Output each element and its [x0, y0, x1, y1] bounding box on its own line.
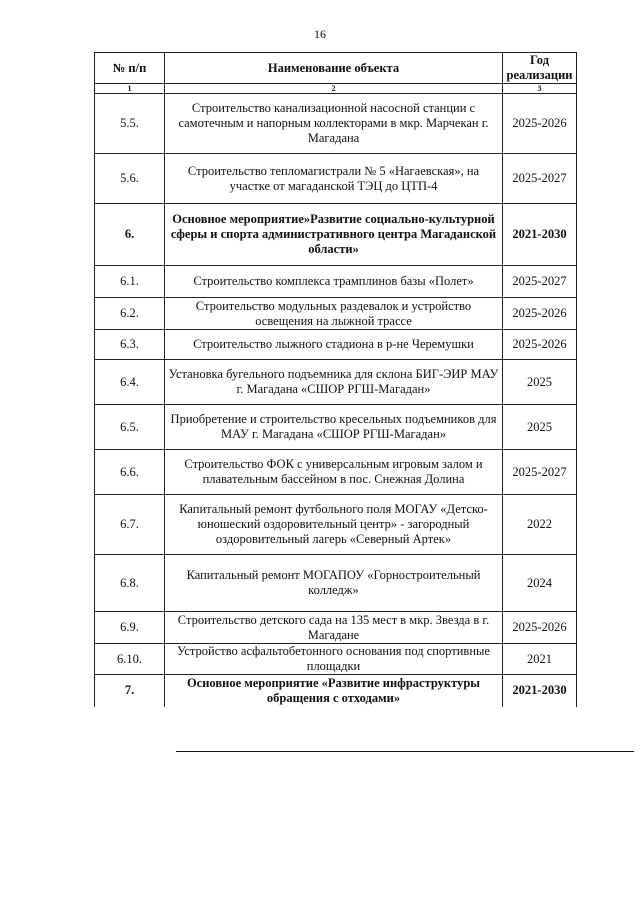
row-year: 2025: [503, 405, 577, 450]
row-num: 5.6.: [95, 154, 165, 204]
row-name: Установка бугельного подъемника для склона БИГ-ЭИР МАУ г. Магадана «СШОР РГШ-Магадан»: [165, 360, 503, 405]
row-name: Строительство детского сада на 135 мест в мкр. Звезда в г. Магадане: [165, 612, 503, 644]
table-row: [95, 405, 577, 450]
row-num: 6.: [95, 204, 165, 266]
row-num: 6.10.: [95, 644, 165, 675]
table-row: [95, 94, 577, 154]
table-row: [95, 266, 577, 298]
row-name: Строительство лыжного стадиона в р-не Черемушки: [165, 330, 503, 360]
row-num: 6.3.: [95, 330, 165, 360]
row-year: 2021-2030: [503, 675, 577, 707]
row-num: 5.5.: [95, 94, 165, 154]
row-name: Капитальный ремонт МОГАПОУ «Горностроительный колледж»: [165, 555, 503, 612]
table-row: [95, 330, 577, 360]
row-name: Строительство канализационной насосной станции с самотечным и напорным коллекторами в мкр. Марчекан г. Магадана: [165, 94, 503, 154]
page-number: 16: [314, 27, 326, 41]
row-name: Строительство комплекса трамплинов базы «Полет»: [165, 266, 503, 298]
column-numbers-row: [95, 84, 577, 94]
row-num: 6.6.: [95, 450, 165, 495]
column-number: 3: [503, 84, 577, 94]
row-year: 2025-2026: [503, 612, 577, 644]
row-year: 2021: [503, 644, 577, 675]
table-row: [95, 612, 577, 644]
row-num: 6.1.: [95, 266, 165, 298]
row-year: 2025-2027: [503, 266, 577, 298]
table-row: [95, 360, 577, 405]
header-name: Наименование объекта: [165, 53, 503, 84]
row-name: Строительство ФОК с универсальным игровым залом и плавательным бассейном в пос. Снежная Долина: [165, 450, 503, 495]
row-year: 2025-2026: [503, 94, 577, 154]
row-name: Основное мероприятие «Развитие инфраструктуры обращения с отходами»: [165, 675, 503, 707]
row-name: Строительство модульных раздевалок и устройство освещения на лыжной трассе: [165, 298, 503, 330]
table-row: [95, 450, 577, 495]
table-row: [95, 154, 577, 204]
row-num: 6.8.: [95, 555, 165, 612]
table-header-row: [95, 53, 577, 84]
row-name: Основное мероприятие»Развитие социально-культурной сферы и спорта административного центра Магаданской области»: [165, 204, 503, 266]
row-name: Строительство тепломагистрали № 5 «Нагаевская», на участке от магаданской ТЭЦ до ЦТП-4: [165, 154, 503, 204]
row-name: Капитальный ремонт футбольного поля МОГАУ «Детско-юношеский оздоровительный центр» - загородный оздоровительный лагерь «Северный Артек»: [165, 495, 503, 555]
table-row: [95, 644, 577, 675]
table-row: [95, 298, 577, 330]
row-year: 2024: [503, 555, 577, 612]
column-number: 1: [95, 84, 165, 94]
column-number: 2: [165, 84, 503, 94]
table-row: [95, 204, 577, 266]
row-year: 2025-2026: [503, 298, 577, 330]
row-year: 2025-2027: [503, 450, 577, 495]
row-year: 2025-2026: [503, 330, 577, 360]
row-year: 2025: [503, 360, 577, 405]
footer-rule: [176, 751, 634, 752]
table-row: [95, 675, 577, 707]
row-year: 2021-2030: [503, 204, 577, 266]
table-row: [95, 555, 577, 612]
table-row: [95, 495, 577, 555]
header-year: Год реализации: [503, 53, 577, 84]
row-num: 7.: [95, 675, 165, 707]
header-num: № п/п: [95, 53, 165, 84]
row-num: 6.9.: [95, 612, 165, 644]
row-num: 6.5.: [95, 405, 165, 450]
row-num: 6.4.: [95, 360, 165, 405]
row-num: 6.2.: [95, 298, 165, 330]
row-num: 6.7.: [95, 495, 165, 555]
row-name: Устройство асфальтобетонного основания под спортивные площадки: [165, 644, 503, 675]
objects-table: [94, 52, 577, 707]
row-name: Приобретение и строительство кресельных подъемников для МАУ г. Магадана «СШОР РГШ-Магадан»: [165, 405, 503, 450]
row-year: 2025-2027: [503, 154, 577, 204]
row-year: 2022: [503, 495, 577, 555]
